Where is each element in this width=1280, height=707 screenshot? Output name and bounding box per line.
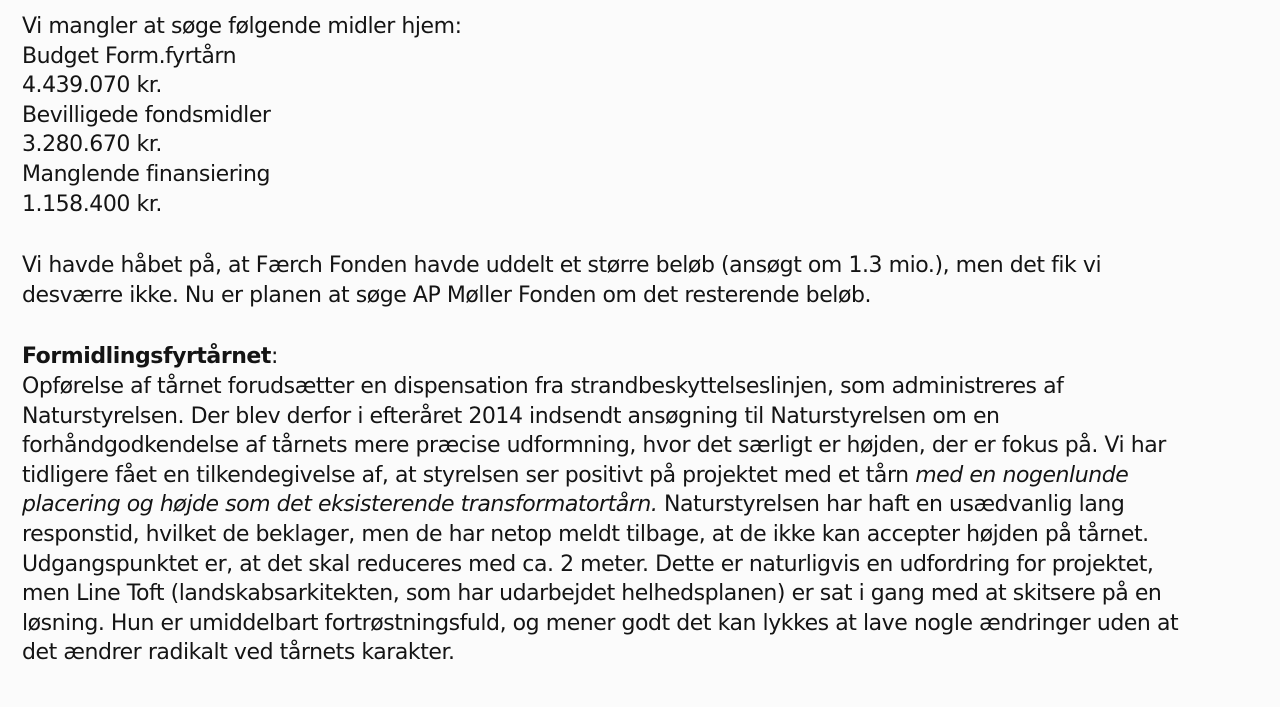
- section-line: løsning. Hun er umiddelbart fortrøstningsfuld, og mener godt det kan lykkes at lave nogle ændringer uden at: [22, 610, 1179, 636]
- funding-block: [22, 12, 1272, 219]
- section-line: det ændrer radikalt ved tårnets karakter.: [22, 640, 455, 666]
- section-line: Udgangspunktet er, at det skal reduceres med ca. 2 meter. Dette er naturligvis en udfordring for projektet,: [22, 551, 1154, 577]
- granted-label: Bevilligede fondsmidler: [22, 102, 271, 128]
- missing-amount: 1.158.400 kr.: [22, 191, 162, 217]
- section-line: men Line Toft (landskabsarkitekten, som har udarbejdet helhedsplanen) er sat i gang med at skitsere på en: [22, 581, 1162, 607]
- section-line: responstid, hvilket de beklager, men de har netop meldt tilbage, at de ikke kan accepter højden på tårnet.: [22, 521, 1149, 547]
- section-italic-text: placering og højde som det eksisterende transformatortårn.: [22, 492, 658, 518]
- budget-amount: 4.439.070 kr.: [22, 73, 162, 99]
- section-italic-text: med en nogenlunde: [915, 462, 1129, 488]
- document-page: [22, 12, 1272, 668]
- section-heading-colon: :: [270, 344, 278, 370]
- budget-label: Budget Form.fyrtårn: [22, 43, 237, 69]
- section-line-text: tidligere fået en tilkendegivelse af, at styrelsen ser positivt på projektet med et tårn: [22, 462, 916, 488]
- paragraph-line: Vi havde håbet på, at Færch Fonden havde uddelt et større beløb (ansøgt om 1.3 mio.), men det fik vi: [22, 253, 1102, 279]
- section-line: Naturstyrelsen. Der blev derfor i efteråret 2014 indsendt ansøgning til Naturstyrelsen om en: [22, 403, 1000, 429]
- tower-section: [22, 342, 1272, 668]
- paragraph-line: desværre ikke. Nu er planen at søge AP Møller Fonden om det resterende beløb.: [22, 282, 872, 308]
- section-line: [22, 461, 1272, 491]
- missing-label: Manglende finansiering: [22, 161, 270, 187]
- granted-amount: 3.280.670 kr.: [22, 132, 162, 158]
- section-heading: [22, 342, 1272, 372]
- section-heading-text: Formidlingsfyrtårnet: [22, 344, 271, 370]
- funding-paragraph: [22, 251, 1272, 310]
- section-line: [22, 490, 1272, 520]
- section-line-text: Naturstyrelsen har haft en usædvanlig lang: [657, 492, 1125, 518]
- funding-intro: Vi mangler at søge følgende midler hjem:: [22, 14, 462, 39]
- section-line: forhåndgodkendelse af tårnets mere præcise udformning, hvor det særligt er højden, der er fokus på. Vi har: [22, 433, 1166, 459]
- section-line: Opførelse af tårnet forudsætter en dispensation fra strandbeskyttelseslinjen, som administreres af: [22, 373, 1064, 399]
